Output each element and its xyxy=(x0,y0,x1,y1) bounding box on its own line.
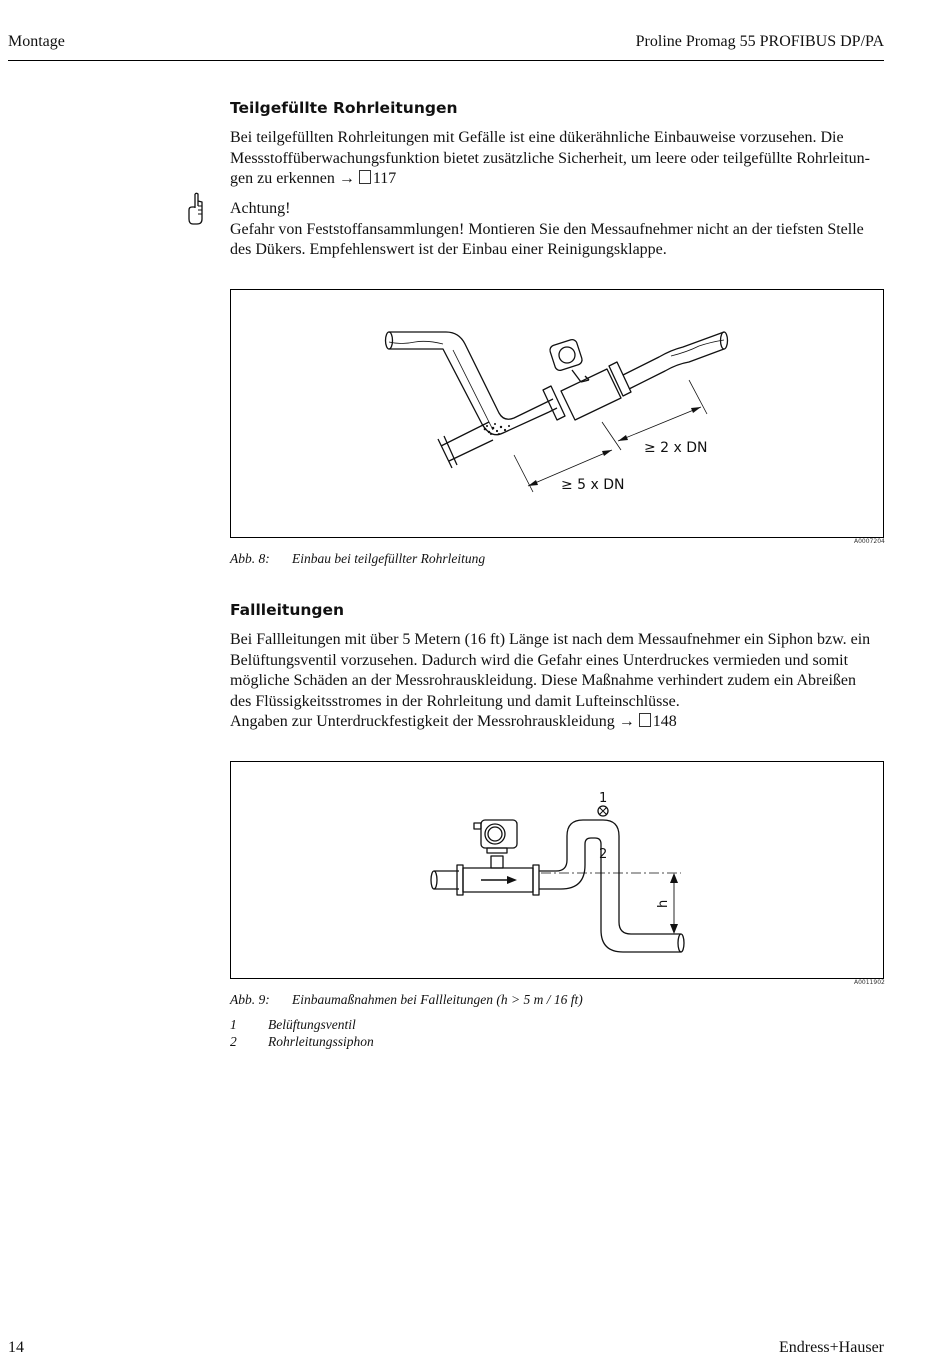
section2-line: Bei Fallleitungen mit über 5 Metern (16 ft) Länge ist nach dem Messaufnehmer ein Siphon bzw. ein xyxy=(230,631,871,648)
legend-number: 2 xyxy=(230,1034,237,1049)
page-ref-link[interactable]: 148 xyxy=(652,713,677,730)
legend-text: Rohrleitungssiphon xyxy=(268,1034,374,1049)
header-section-title: Montage xyxy=(8,33,65,50)
page-ref-icon xyxy=(359,170,371,184)
section-heading-downpipes: Fallleitungen xyxy=(230,601,345,619)
label-2: 2 xyxy=(599,847,608,862)
caption-number: Abb. 8: xyxy=(230,551,270,566)
figure-8-code: A0007204 xyxy=(854,538,885,545)
page-ref-link[interactable]: 117 xyxy=(372,170,397,187)
ref-arrow: → xyxy=(618,713,635,730)
caution-title: Achtung! xyxy=(230,200,291,217)
footer-brand: Endress+Hauser xyxy=(779,1339,884,1356)
label-5dn: ≥ 5 x DN xyxy=(561,477,625,493)
figure-8-partially-filled-pipe xyxy=(230,289,884,538)
section2-line: Angaben zur Unterdruckfestigkeit der Messrohrauskleidung → 148 xyxy=(230,713,677,730)
header-rule xyxy=(8,60,884,61)
legend-number: 1 xyxy=(230,1017,237,1032)
figure-8-diagram xyxy=(231,290,883,537)
figure-9-caption xyxy=(230,992,583,1008)
caution-hand-icon xyxy=(186,192,206,226)
legend-item xyxy=(230,1034,374,1050)
label-1: 1 xyxy=(599,791,608,806)
caption-text: Einbau bei teilgefüllter Rohrleitung xyxy=(292,551,486,566)
label-h: h xyxy=(656,899,671,908)
header-product-title: Proline Promag 55 PROFIBUS DP/PA xyxy=(635,33,884,50)
ref-arrow: → xyxy=(338,170,355,187)
label-2dn: ≥ 2 x DN xyxy=(644,440,708,456)
section1-line: Bei teilgefüllten Rohrleitungen mit Gefälle ist eine dükerähnliche Einbauweise vorzusehen. Die xyxy=(230,129,844,146)
footer-page-number: 14 xyxy=(8,1339,24,1356)
legend-text: Belüftungsventil xyxy=(268,1017,356,1032)
figure-8-caption xyxy=(230,551,485,567)
section2-paragraph xyxy=(230,630,890,733)
section2-line: mögliche Schäden an der Messrohrauskleidung. Diese Maßnahme verhindert zudem ein Abreißen xyxy=(230,672,857,689)
section-heading-partially-filled: Teilgefüllte Rohrleitungen xyxy=(230,99,458,117)
figure-9-downpipe xyxy=(230,761,884,979)
section1-line: gen zu erkennen → 117 xyxy=(230,170,397,187)
section2-line: Belüftungsventil vorzusehen. Dadurch wird die Gefahr eines Unterdruckes vermieden und somit xyxy=(230,651,849,669)
caution-line: Gefahr von Feststoffansammlungen! Montieren Sie den Messaufnehmer nicht an der tiefsten Stelle xyxy=(230,220,864,238)
section1-paragraph xyxy=(230,128,890,190)
caption-text: Einbaumaßnahmen bei Fallleitungen (h > 5 m / 16 ft) xyxy=(292,992,583,1007)
page-ref-icon xyxy=(639,713,651,727)
section2-line: des Flüssigkeitsstromes in der Rohrleitung und damit Lufteinschlüsse. xyxy=(230,692,680,710)
figure-9-diagram xyxy=(231,762,883,978)
section1-line: Messstoffüberwachungsfunktion bietet zusätzliche Sicherheit, um leere oder teilgefüllte Rohrleitun- xyxy=(230,149,870,167)
caption-number: Abb. 9: xyxy=(230,992,270,1007)
caution-line: des Dükers. Empfehlenswert ist der Einbau einer Reinigungsklappe. xyxy=(230,241,667,258)
caution-block xyxy=(230,199,890,261)
figure-9-code: A0011902 xyxy=(854,979,885,986)
legend-item xyxy=(230,1017,356,1033)
